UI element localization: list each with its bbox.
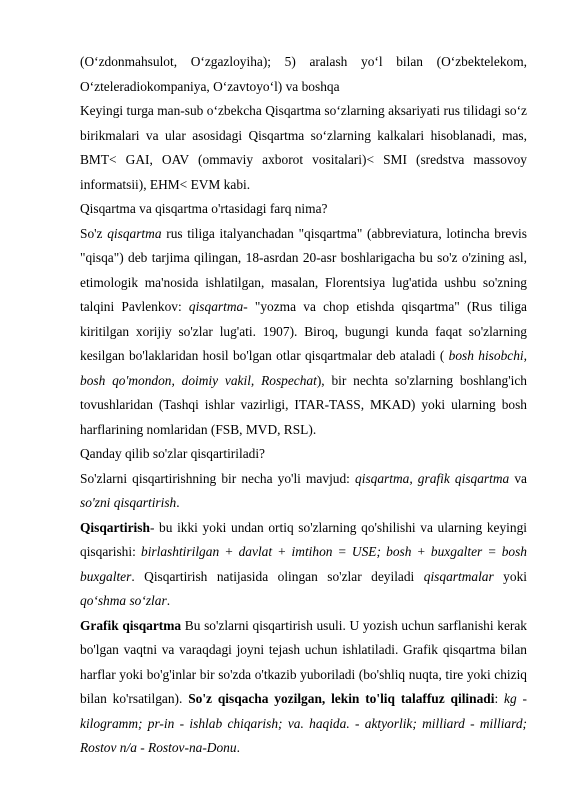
text-span: . — [236, 740, 240, 755]
text-span: So'zlarni qisqartirishning bir necha yo'li mavjud: — [80, 470, 356, 486]
italic-term: so'zni qisqartirish — [80, 495, 177, 510]
text-span: - bu ikki yoki undan ortiq so'zlarning qo'shilishi va ularning keyingi qisqarishi: — [80, 519, 527, 559]
paragraph-graphic-abbreviation — [80, 614, 527, 761]
text-span: - "yozma va chop etishda qisqartma" (Rus tiliga kiritilgan xorijiy so'zlar lug'ati. 1907). Biroq, bugungi kunda faqat so'zlarning kesilgan bo'laklaridan hosil bo'lgan otlar qisqartmalar deb ataladi ( — [80, 299, 527, 363]
text-span: . Qisqartirish natijasida olingan so'zlar deyiladi — [131, 568, 424, 584]
paragraph-methods — [80, 467, 527, 516]
italic-term: qisqartmalar — [423, 568, 494, 584]
question-heading-1 — [80, 197, 527, 222]
italic-term: qisqartma — [107, 225, 162, 241]
italic-term: qo‘shma so‘zlar — [80, 593, 167, 608]
bold-statement: So'z qisqacha yozilgan, lekin to'liq talaffuz qilinadi — [188, 691, 495, 706]
text-span: So'z — [80, 225, 108, 241]
text-span: . — [166, 593, 171, 608]
text-span: . — [176, 495, 180, 510]
text-span: rus tiliga italyanchadan "qisqartma" (abbreviatura, lotincha brevis "qisqa") deb tarjima qilingan, 18-asrdan 20-asr boshlarigacha bu so'z o'zining asl, etimologik ma'nosida ishlatilgan, masalan, Florentsiya lug'atida ushbu so'zning talqini Pavlenkov: — [80, 225, 527, 314]
question-heading-2-text: Qanday qilib so'zlar qisqartiriladi? — [80, 446, 265, 461]
italic-term: qisqartma, grafik qisqartma — [355, 470, 510, 486]
italic-term: qisqartma — [188, 299, 244, 314]
paragraph-1 — [80, 50, 527, 99]
italic-examples: birlashtirilgan + davlat + imtihon = USE; bosh + buxgalter = bosh buxgalter — [80, 544, 528, 584]
text-span: yoki — [493, 568, 527, 584]
question-heading-1-text: Qisqartma va qisqartma o'rtasidagi farq nima? — [80, 201, 328, 216]
text-span: ), bir nechta so'zlarning boshlang'ich tovushlaridan (Tashqi ishlar vazirligi, ITAR-TASS, MKAD) yoki ularning bosh harflarining nomlaridan (FSB, MVD, RSL). — [80, 372, 527, 437]
italic-examples: bosh hisobchi, bosh qo'mondon, doimiy vakil, Rospechat — [80, 348, 527, 388]
paragraph-2-text: Keyingi turga man-sub o‘zbekcha Qisqartma so‘zlarning aksariyati rus tilidagi so‘z birikmalari va ular asosidagi Qisqartma so‘zlarning kalkalari hisoblanadi, mas, BMT< GAI, OAV (ommaviy axborot vositalari)< SMI (sredstva massovoy informatsii), EHM< EVM kabi. — [80, 103, 527, 192]
document-page — [80, 50, 527, 761]
question-heading-2 — [80, 442, 527, 467]
text-span: Bu so'zlarni qisqartirish usuli. U yozish uchun sarflanishi kerak bo'lgan vaqtni va varaqdagi joyni tejash uchun ishlatiladi. Grafik qisqartma bilan harflar yoki bo'g'inlar bir so'zda o'tkazib yuboriladi (bo'shliq nuqta, tire yoki chiziq bilan ko'rsatilgan). — [80, 617, 527, 706]
italic-examples: kg - kilogramm; pr-in - ishlab chiqarish; va. haqida. - aktyorlik; milliard - milliard; Rostov n/a - Rostov-na-Donu — [80, 691, 527, 755]
bold-term: Grafik qisqartma — [80, 617, 182, 633]
text-span: va — [509, 470, 527, 486]
text-span: : — [494, 691, 505, 706]
paragraph-qisqartirish — [80, 516, 527, 614]
paragraph-abbreviation-definition — [80, 222, 527, 443]
paragraph-1-text: (O‘zdonmahsulot, O‘zgazloyiha); 5) aralash yo‘l bilan (O‘zbektelekom, O‘zteleradiokompaniya, O‘zavtoyo‘l) va boshqa — [80, 54, 527, 94]
paragraph-2 — [80, 99, 527, 197]
bold-term: Qisqartirish — [80, 519, 150, 535]
